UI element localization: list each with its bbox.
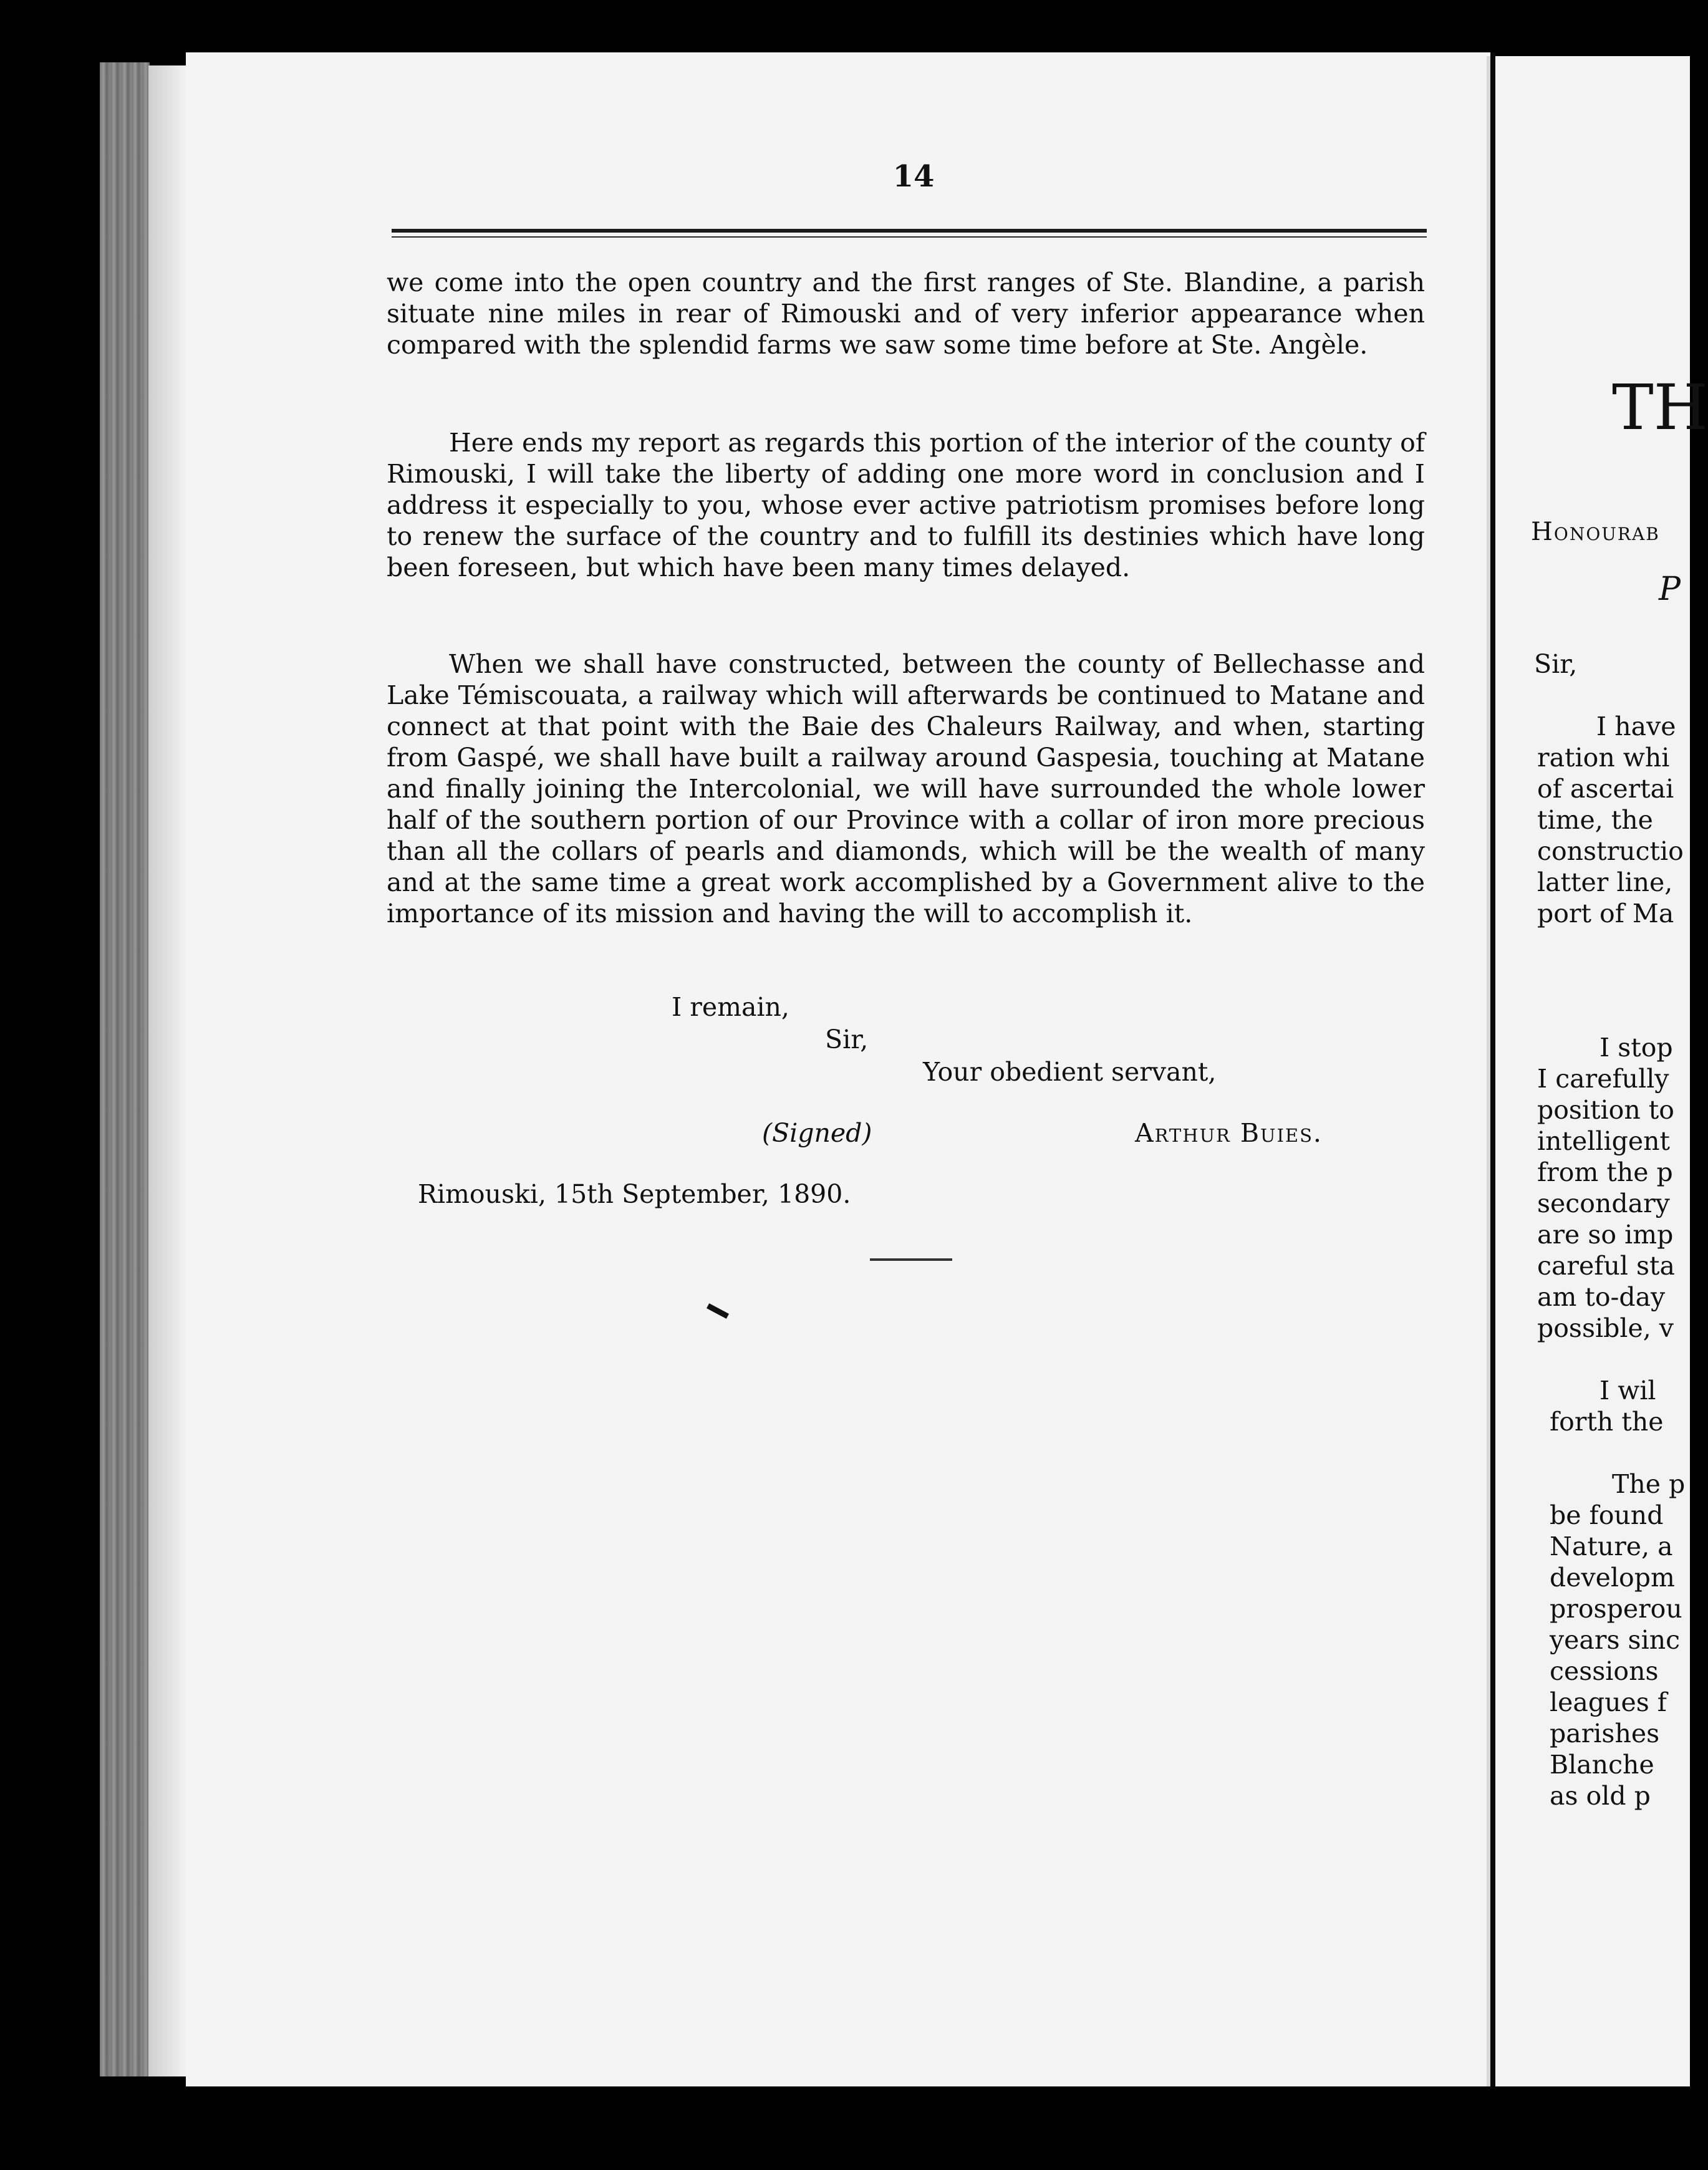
closing-servant: Your obedient servant, (923, 1057, 1217, 1087)
right-line: time, the (1537, 805, 1653, 835)
right-line: position to (1537, 1095, 1674, 1125)
right-line: cessions (1550, 1656, 1659, 1686)
paragraph-conclusion: Here ends my report as regards this portion of the interior of the county of Rimouski, I will take the liberty of adding one more word in conclusion and I address it especially to you, whose ever active patriotism promises before long to renew the surface of the country and to fulfill its destinies which have long been foreseen, but which have been many times delayed. (387, 428, 1425, 582)
right-line: port of Ma (1537, 899, 1674, 928)
right-line: from the p (1537, 1157, 1673, 1187)
right-line: of ascertai (1537, 774, 1674, 804)
right-line: The p (1612, 1469, 1686, 1499)
page-gutter (1490, 52, 1495, 2086)
right-line: I carefully (1537, 1064, 1669, 1094)
right-line: leagues f (1550, 1687, 1667, 1717)
closing-sir: Sir, (825, 1025, 869, 1054)
right-line: constructio (1537, 836, 1684, 866)
signature-name: Arthur Buies. (1135, 1118, 1323, 1148)
right-line: intelligent (1537, 1126, 1670, 1156)
right-line: ration whi (1537, 743, 1670, 773)
right-page-heading: Honourab (1531, 518, 1660, 546)
right-line: years sinc (1550, 1625, 1681, 1655)
right-line: latter line, (1537, 867, 1673, 897)
book-spine-edge (100, 62, 150, 2076)
right-page-subheading: P (1659, 571, 1681, 608)
right-line: I wil (1599, 1376, 1656, 1406)
right-line: developm (1550, 1563, 1675, 1593)
closing-remain: I remain, (672, 992, 789, 1022)
right-line: possible, v (1537, 1313, 1674, 1343)
right-line: forth the (1550, 1407, 1664, 1437)
right-line: careful sta (1537, 1251, 1675, 1281)
right-line: be found (1550, 1500, 1664, 1530)
right-line: are so imp (1537, 1220, 1674, 1250)
right-line: am to-day (1537, 1282, 1666, 1312)
right-page-title: TH (1612, 371, 1708, 444)
right-line: parishes (1550, 1719, 1660, 1748)
header-rule-thick (392, 229, 1427, 233)
right-line: as old p (1550, 1781, 1651, 1811)
paragraph-railway: When we shall have constructed, between the county of Bellechasse and Lake Témiscouata, a railway which will afterwards be continued to Matane and connect at that point with the Baie des Chaleurs Railway, and when, starting from Gaspé, we shall have built a railway around Gaspesia, touching at Matane and finally joining the Intercolonial, we will have surrounded the whole lower half of the southern portion of our Province with a collar of iron more precious than all the collars of pearls and diamonds, which will be the wealth of many and at the same time a great work accomplished by a Government alive to the importance of its mission and having the will to accomplish it. (387, 649, 1425, 928)
page-number: 14 (892, 159, 935, 194)
right-line: Nature, a (1550, 1531, 1673, 1561)
signed-label: (Signed) (762, 1118, 872, 1148)
header-rule-thin (392, 236, 1427, 238)
right-page-salutation: Sir, (1534, 649, 1578, 679)
separator-dash (870, 1258, 952, 1261)
paragraph-continuation: we come into the open country and the first ranges of Ste. Blandine, a parish situate nine miles in rear of Rimouski and of very inferior appearance when compared with the splendid farms we saw some time before at Ste. Angèle. (387, 268, 1425, 360)
date-line: Rimouski, 15th September, 1890. (418, 1179, 851, 1209)
right-line: I stop (1599, 1033, 1673, 1063)
right-line: I have (1596, 711, 1676, 741)
right-line: Blanche (1550, 1750, 1654, 1780)
page-fold (148, 65, 186, 2076)
right-line: secondary (1537, 1189, 1670, 1218)
right-line: prosperou (1550, 1594, 1682, 1624)
